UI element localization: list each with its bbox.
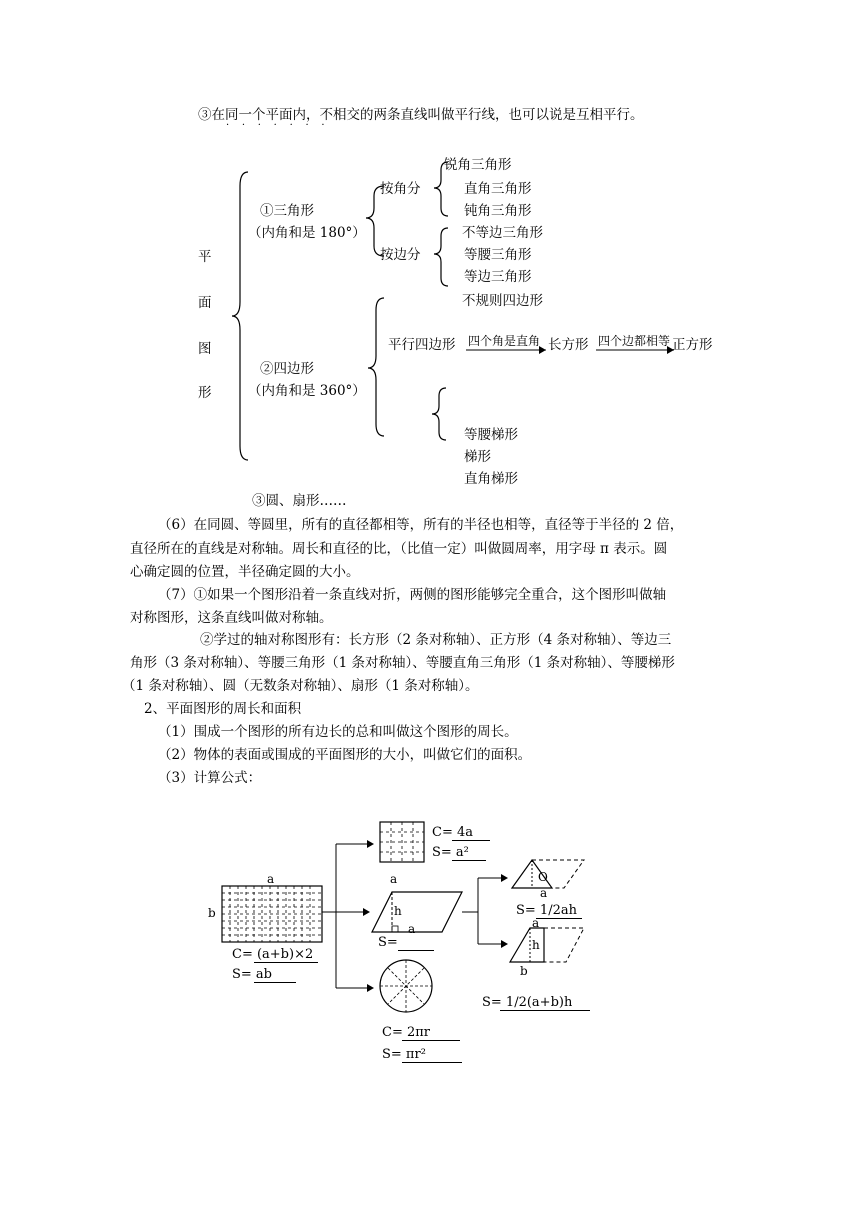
- square-perimeter-formula: C= 4a: [432, 825, 473, 840]
- acute-triangle: 锐角三角形: [444, 157, 512, 173]
- isosceles-triangle: 等腰三角形: [464, 247, 532, 263]
- underline: [254, 982, 296, 983]
- arrow-condition-equal-sides: 四个边都相等: [598, 334, 671, 348]
- underline: [452, 860, 486, 861]
- perimeter-definition: （1）围成一个图形的所有边长的总和叫做这个图形的周长。: [158, 724, 518, 740]
- underline: [500, 1010, 590, 1011]
- rect-width-label: a: [267, 872, 275, 886]
- trapezoid-top-label: a: [532, 916, 540, 930]
- para-7-line3: ②学过的轴对称图形有：长方形（2 条对称轴）、正方形（4 条对称轴）、等边三: [200, 632, 672, 648]
- circle-perimeter-formula: C= 2πr: [382, 1025, 431, 1040]
- triangle-area-formula: S= 1/2ah: [516, 903, 577, 918]
- square-area-formula: S= a²: [432, 845, 469, 860]
- underline: [402, 1062, 462, 1063]
- underline: [536, 918, 582, 919]
- obtuse-triangle: 钝角三角形: [464, 203, 532, 219]
- parallelogram-height-label: h: [394, 904, 402, 918]
- para-7-line4: 角形（3 条对称轴）、等腰三角形（1 条对称轴）、等腰直角三角形（1 条对称轴）、等腰梯形: [130, 655, 675, 671]
- irregular-quadrilateral: 不规则四边形: [462, 293, 543, 309]
- para-7-line2: 对称图形，这条直线叫做对称轴。: [130, 610, 333, 626]
- parallel-line-definition: ③在同一个平面内，不相交的两条直线叫做平行线，也可以说是互相平行。: [198, 107, 644, 123]
- triangle-base-label: a: [540, 886, 548, 900]
- para-6-line1: （6）在同圆、等圆里，所有的直径都相等，所有的半径也相等，直径等于半径的 2 倍，: [158, 517, 684, 533]
- section-2-heading: 2、平面图形的周长和面积: [144, 701, 302, 717]
- area-definition: （2）物体的表面或围成的平面图形的大小，叫做它们的面积。: [158, 747, 532, 763]
- underline: [452, 840, 490, 841]
- rect-height-label: b: [208, 906, 216, 920]
- equilateral-triangle: 等边三角形: [464, 269, 532, 285]
- emphasis-dots: · · · · · · ·: [226, 120, 325, 131]
- root-char: 平: [198, 249, 212, 265]
- underline: [402, 1040, 460, 1041]
- by-angle-label: 按角分: [380, 181, 421, 197]
- para-7-line1: （7）①如果一个图形沿着一条直线对折，两侧的图形能够完全重合，这个图形叫做轴: [158, 587, 667, 603]
- quadrilateral-label: ②四边形: [260, 361, 314, 377]
- square-label: 正方形: [672, 337, 713, 353]
- triangle-label: ①三角形: [260, 203, 314, 219]
- para-6-line3: 心确定圆的位置，半径确定圆的大小。: [130, 564, 360, 580]
- rect-perimeter-formula: C= (a+b)×2: [232, 947, 314, 962]
- triangle-angle-sum: （内角和是 180°）: [248, 225, 366, 241]
- scalene-triangle: 不等边三角形: [462, 225, 543, 241]
- trapezoid-bottom-label: b: [520, 964, 528, 978]
- underline: [398, 950, 434, 951]
- trapezoid-area-formula: S= 1/2(a+b)h: [482, 995, 573, 1010]
- trapezoid: 梯形: [464, 449, 491, 465]
- parallelogram-base-label: a: [408, 922, 416, 936]
- formula-heading: （3）计算公式：: [158, 770, 262, 786]
- rectangle-label: 长方形: [548, 337, 589, 353]
- parallelogram-side-label: a: [390, 872, 398, 886]
- trapezoid-height-label: h: [532, 938, 540, 952]
- circle-area-formula: S= πr²: [382, 1047, 426, 1062]
- para-7-line5: （1 条对称轴）、圆（无数条对称轴）、扇形（1 条对称轴）。: [122, 678, 479, 694]
- isosceles-trapezoid: 等腰梯形: [464, 427, 518, 443]
- arrow-condition-right-angles: 四个角是直角: [468, 334, 541, 348]
- right-triangle: 直角三角形: [464, 181, 532, 197]
- circle-sector-label: ③圆、扇形……: [252, 493, 347, 509]
- quadrilateral-angle-sum: （内角和是 360°）: [248, 383, 366, 399]
- para-6-line2: 直径所在的直线是对称轴。周长和直径的比，（比值一定）叫做圆周率，用字母 π 表示。圆: [130, 541, 668, 557]
- by-side-label: 按边分: [380, 247, 421, 263]
- right-trapezoid: 直角梯形: [464, 471, 518, 487]
- triangle-apex-label: O: [538, 870, 548, 884]
- root-char: 面: [198, 295, 212, 311]
- parallelogram-area-formula: S=: [378, 935, 398, 950]
- root-char: 形: [198, 385, 212, 401]
- rect-area-formula: S= ab: [232, 967, 273, 982]
- parallelogram-label: 平行四边形: [388, 337, 456, 353]
- root-char: 图: [198, 341, 212, 357]
- underline: [254, 962, 318, 963]
